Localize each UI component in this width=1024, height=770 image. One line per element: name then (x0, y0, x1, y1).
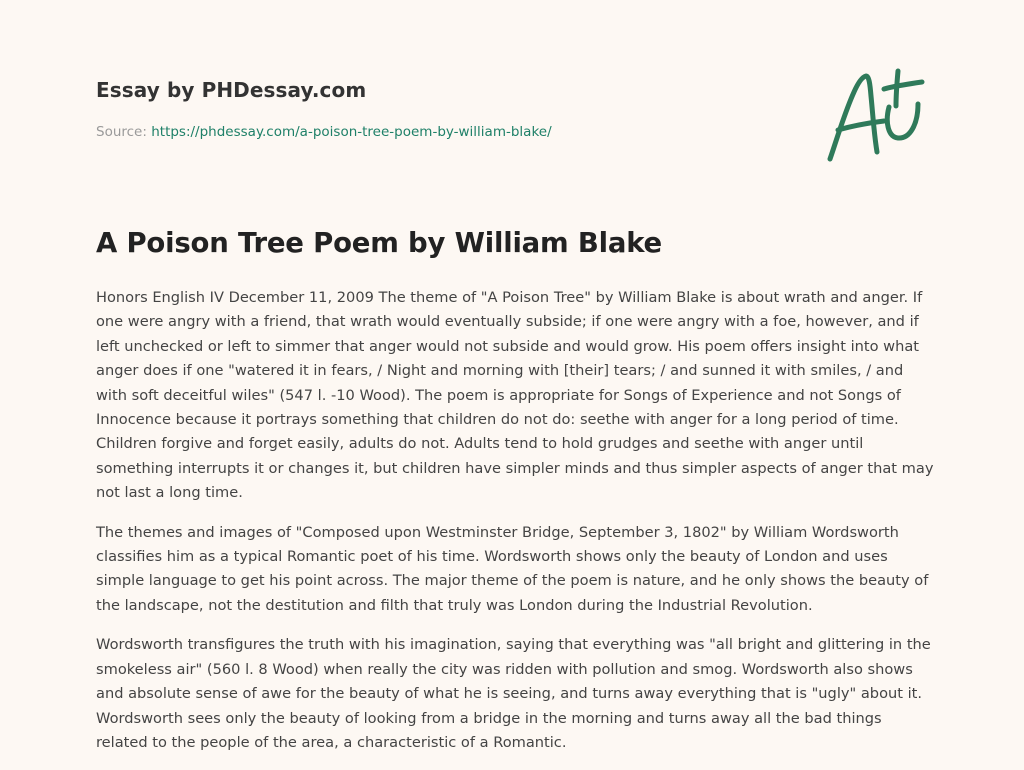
source-link[interactable]: https://phdessay.com/a-poison-tree-poem-by-william-blake/ (151, 124, 552, 140)
essay-paragraph: Wordsworth transfigures the truth with his imagination, saying that everything was "all bright and glittering in the smokeless air" (560 l. 8 Wood) when really the city was ridden with pollution and smog. Wordsworth also shows and absolute sense of awe for the beauty of what he is seeing, and turns away everything that is "ugly" about it. Wordsworth sees only the beauty of looking from a bridge in the morning and turns away all the bad things related to the people of the area, a characteristic of a Romantic. (96, 636, 931, 751)
essay-page (96, 0, 934, 751)
a-plus-logo-icon (822, 64, 926, 164)
essay-paragraph: Honors English IV December 11, 2009 The theme of "A Poison Tree" by William Blake is about wrath and anger. If one were angry with a friend, that wrath would eventually subside; if one were angry with a foe, however, and if left unchecked or left to simmer that anger would not subside and would grow. His poem offers insight into what anger does if one "watered it in fears, / Night and morning with [their] tears; / and sunned it with smiles, / and with soft deceitful wiles" (547 l. -10 Wood). The poem is appropriate for Songs of Experience and not Songs of Innocence because it portrays something that children do not do: seethe with anger for a long period of time. Children forgive and forget easily, adults do not. Adults tend to hold grudges and seethe with anger until something interrupts it or changes it, but children have simpler minds and thus simpler aspects of anger that may not last a long time. (96, 289, 934, 502)
essay-body (96, 286, 934, 770)
source-label: Source: (96, 124, 152, 140)
essay-paragraph: The themes and images of "Composed upon Westminster Bridge, September 3, 1802" by William Wordsworth classifies him as a typical Romantic poet of his time. Wordsworth shows only the beauty of London and uses simple language to get his point across. The major theme of the poem is nature, and he only shows the beauty of the landscape, not the destitution and filth that truly was London during the Industrial Revolution. (96, 523, 929, 614)
essay-title: A Poison Tree Poem by William Blake (96, 227, 663, 259)
site-title: Essay by PHDessay.com (96, 78, 367, 102)
page-header (96, 0, 928, 195)
source-line (96, 124, 552, 140)
